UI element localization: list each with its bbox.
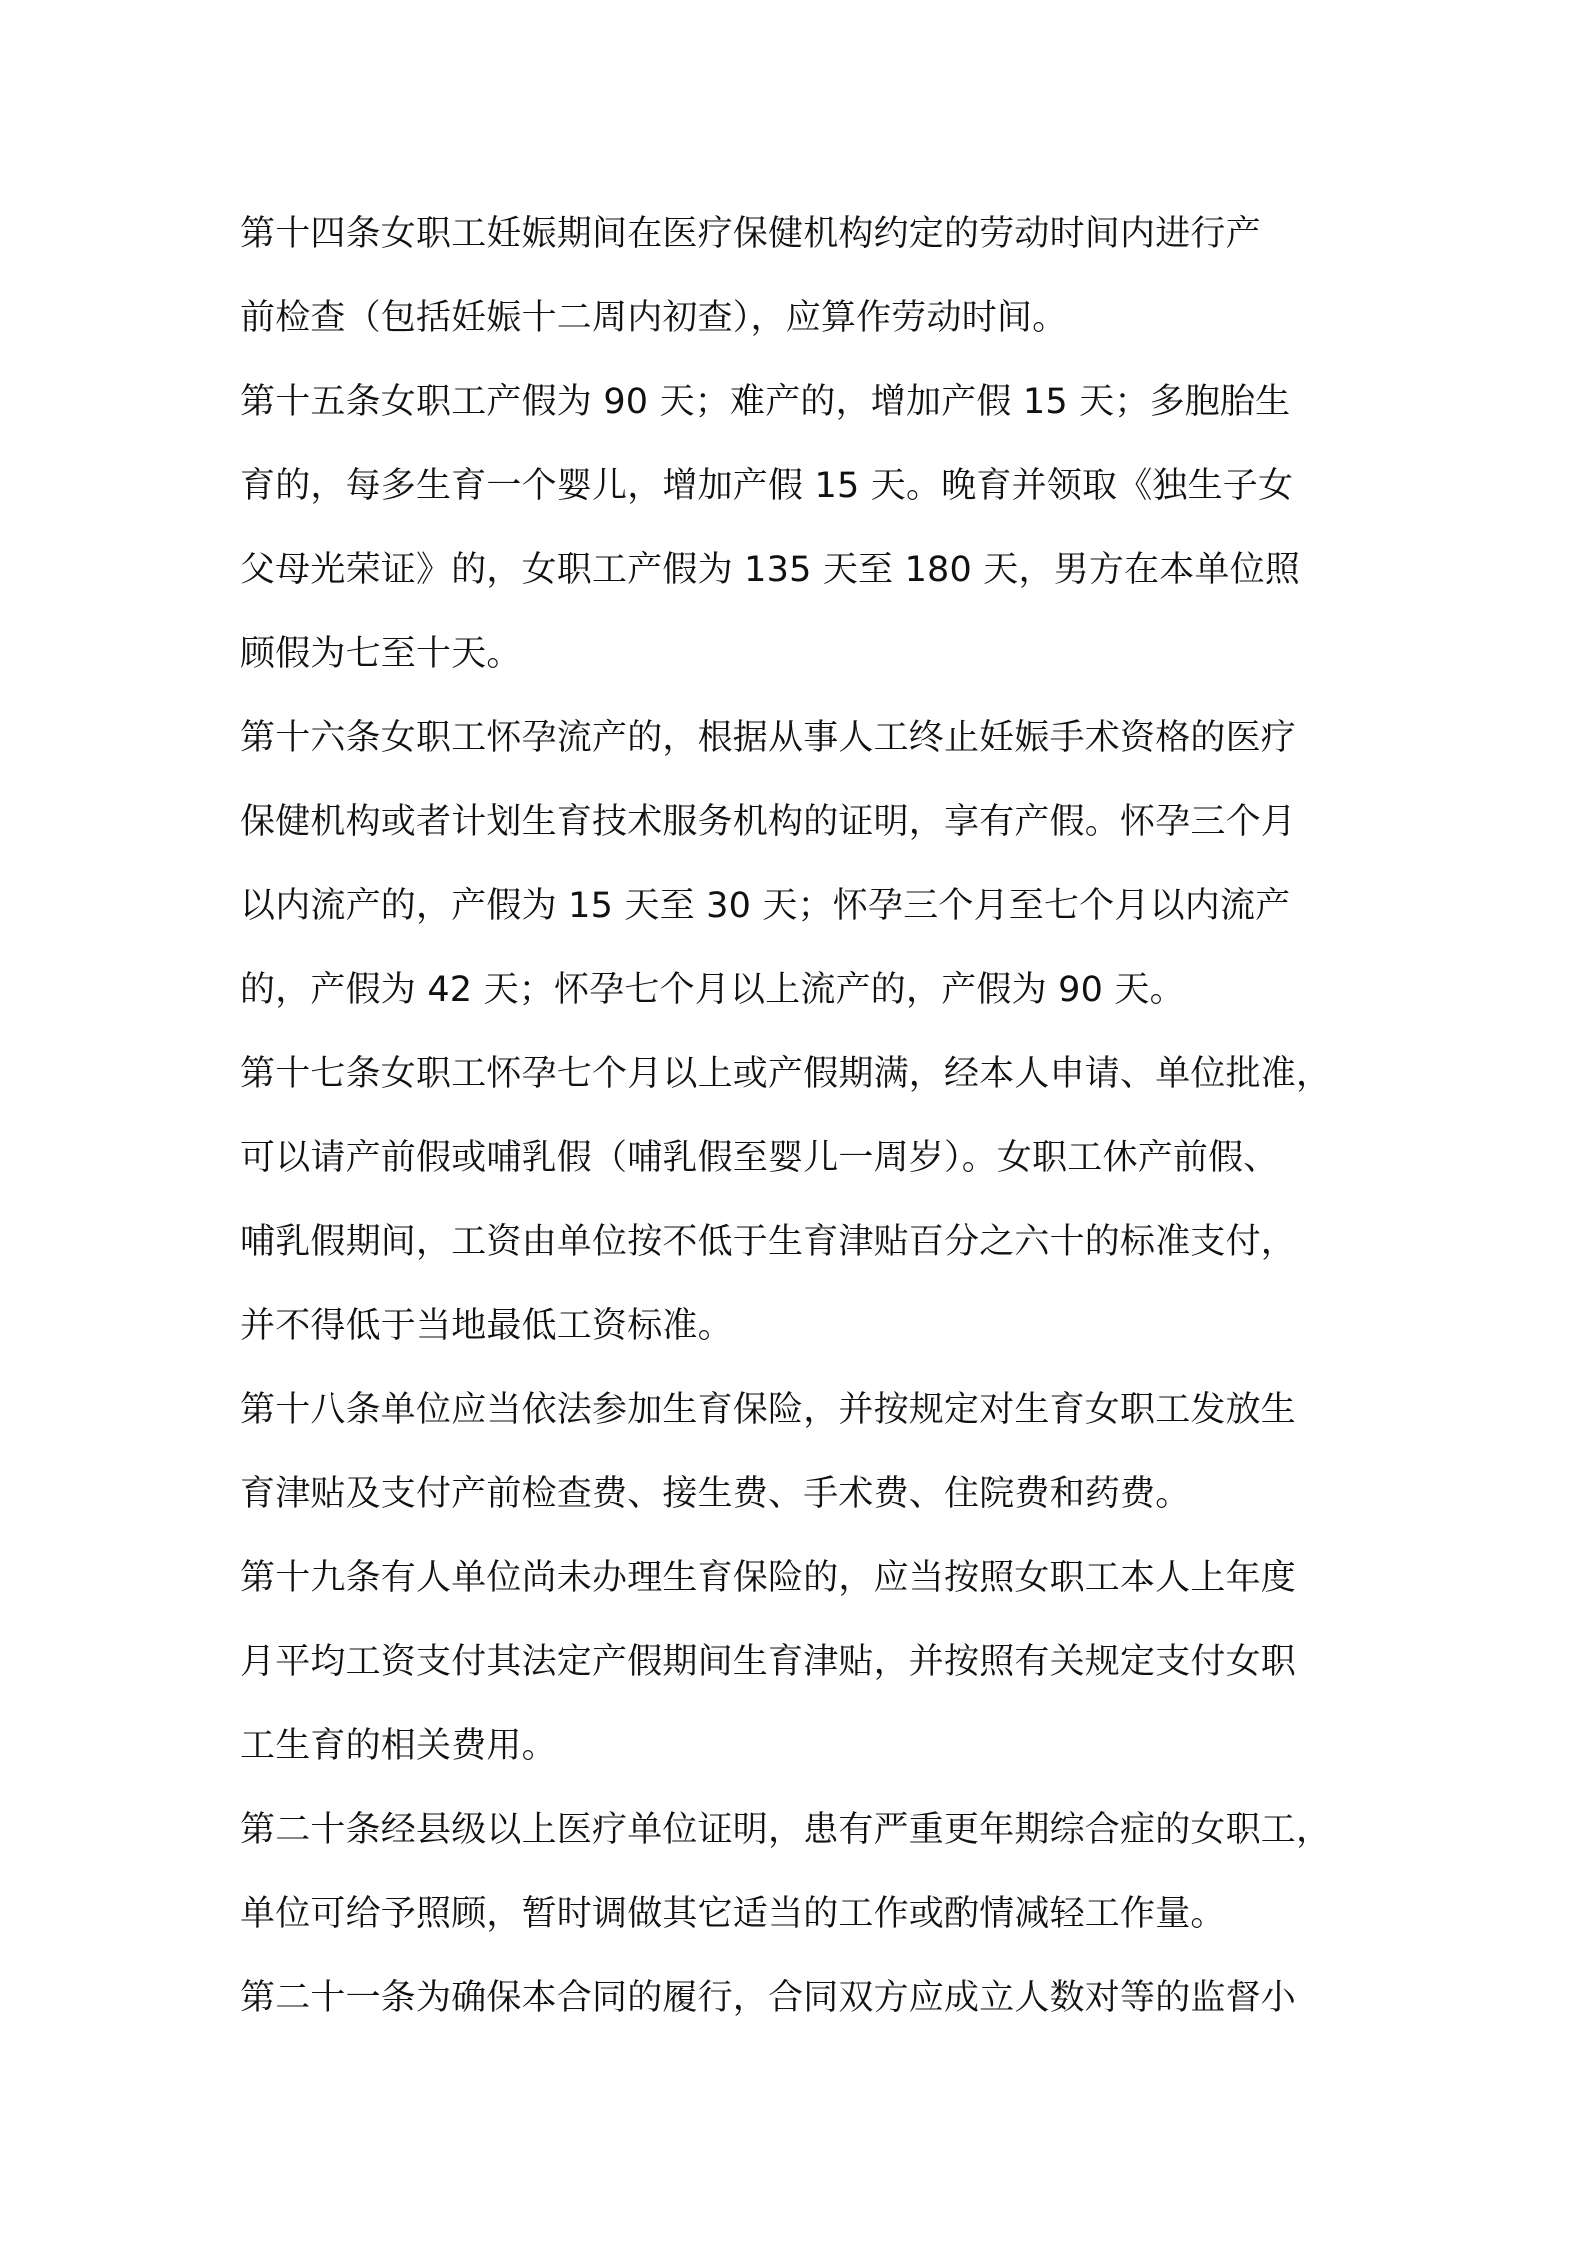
text-line: 第十五条女职工产假为 90 天；难产的，增加产假 15 天；多胞胎生 [240, 382, 1291, 422]
text-line: 月平均工资支付其法定产假期间生育津贴，并按照有关规定支付女职 [240, 1642, 1297, 1682]
text-line: 第十九条有人单位尚未办理生育保险的，应当按照女职工本人上年度 [240, 1558, 1297, 1598]
text-line: 并不得低于当地最低工资标准。 [240, 1306, 733, 1346]
text-line: 第十七条女职工怀孕七个月以上或产假期满，经本人申请、单位批准， [240, 1054, 1332, 1094]
text-line: 保健机构或者计划生育技术服务机构的证明，享有产假。怀孕三个月 [240, 802, 1297, 842]
text-line: 育津贴及支付产前检查费、接生费、手术费、住院费和药费。 [240, 1474, 1191, 1514]
text-line: 哺乳假期间，工资由单位按不低于生育津贴百分之六十的标准支付， [240, 1222, 1297, 1262]
text-line: 第二十条经县级以上医疗单位证明，患有严重更年期综合症的女职工， [240, 1810, 1332, 1850]
text-line: 工生育的相关费用。 [240, 1726, 557, 1766]
text-line: 前检查（包括妊娠十二周内初查），应算作劳动时间。 [240, 298, 1068, 338]
text-line: 单位可给予照顾，暂时调做其它适当的工作或酌情减轻工作量。 [240, 1894, 1226, 1934]
text-line: 顾假为七至十天。 [240, 634, 522, 674]
text-line: 父母光荣证》的，女职工产假为 135 天至 180 天，男方在本单位照 [240, 550, 1301, 590]
text-line: 第十八条单位应当依法参加生育保险，并按规定对生育女职工发放生 [240, 1390, 1297, 1430]
text-line: 第二十一条为确保本合同的履行，合同双方应成立人数对等的监督小 [240, 1978, 1297, 2018]
document-body [240, 192, 1370, 2040]
text-line: 第十六条女职工怀孕流产的，根据从事人工终止妊娠手术资格的医疗 [240, 718, 1297, 758]
text-line: 育的，每多生育一个婴儿，增加产假 15 天。晚育并领取《独生子女 [240, 466, 1294, 506]
text-line: 的，产假为 42 天；怀孕七个月以上流产的，产假为 90 天。 [240, 970, 1185, 1010]
text-line: 第十四条女职工妊娠期间在医疗保健机构约定的劳动时间内进行产 [240, 214, 1261, 254]
text-line: 以内流产的，产假为 15 天至 30 天；怀孕三个月至七个月以内流产 [240, 886, 1291, 926]
text-line: 可以请产前假或哺乳假（哺乳假至婴儿一周岁）。女职工休产前假、 [240, 1138, 1279, 1178]
